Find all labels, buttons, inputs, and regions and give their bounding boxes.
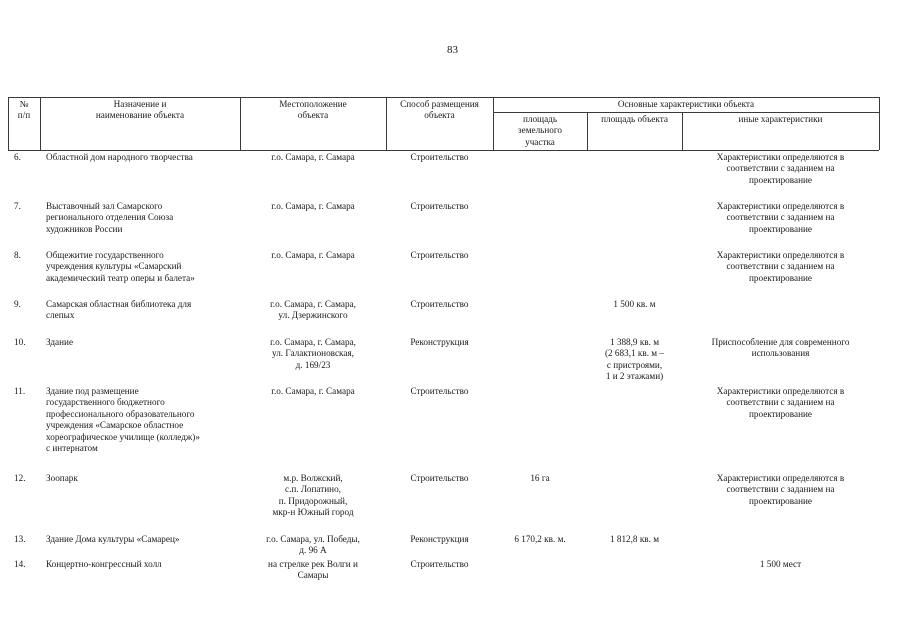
row-num: 14. (14, 559, 26, 569)
row-method: Реконструкция (410, 534, 469, 544)
row-num: 9. (14, 299, 21, 309)
row-name: Зоопарк (46, 473, 78, 483)
row-other: Характеристики определяются в соответствии с заданием на проектирование (716, 386, 845, 419)
header-object-area: площадь объекта (601, 114, 668, 124)
row-name: Выставочный зал Самарского регионального отделения Союза художников России (46, 201, 174, 234)
row-name: Здание под размещение государственного бюджетного профессионального образовательного учреждения «Самарское областное хореографическое училище (колледж)» с интернатом (46, 386, 200, 454)
page-number: 83 (447, 44, 458, 56)
row-location: г.о. Самара, г. Самара, ул. Дзержинского (270, 299, 356, 321)
header-num: № п/п (17, 99, 31, 121)
row-other: Приспособление для современного использования (711, 337, 850, 359)
row-name: Концертно-конгрессный холл (46, 559, 162, 569)
header-characteristics: Основные характеристики объекта (617, 99, 755, 109)
table-right-border (879, 97, 880, 150)
row-name: Самарская областная библиотека для слепых (46, 299, 192, 321)
row-method: Строительство (410, 152, 469, 162)
row-name: Здание (46, 337, 74, 347)
row-num: 6. (14, 152, 21, 162)
row-other: Характеристики определяются в соответствии с заданием на проектирование (716, 250, 845, 283)
row-object-area: 1 812,8 кв. м (609, 534, 660, 544)
row-num: 8. (14, 250, 21, 260)
row-location: на стрелке рек Волги и Самары (268, 559, 358, 581)
row-num: 11. (14, 386, 26, 396)
row-num: 7. (14, 201, 21, 211)
row-location: г.о. Самара, г. Самара (271, 201, 355, 211)
row-num: 10. (14, 337, 26, 347)
row-name: Областной дом народного творчества (46, 152, 193, 162)
row-method: Строительство (410, 250, 469, 260)
row-method: Реконструкция (410, 337, 469, 347)
row-name: Общежитие государственного учреждения культуры «Самарский академический театр оперы и балета» (46, 250, 195, 283)
row-location: м.р. Волжский, с.п. Лопатино, п. Придорожный, мкр-н Южный город (272, 473, 354, 518)
row-method: Строительство (410, 386, 469, 396)
row-other: Характеристики определяются в соответствии с заданием на проектирование (716, 152, 845, 185)
header-land-area: площадь земельного участка (517, 114, 563, 147)
header-location: Местоположение объекта (279, 99, 347, 121)
header-other: иные характеристики (738, 114, 823, 124)
row-method: Строительство (410, 559, 469, 569)
row-num: 13. (14, 534, 26, 544)
subheader-border (493, 112, 879, 113)
row-location: г.о. Самара, г. Самара (271, 250, 355, 260)
row-other: Характеристики определяются в соответствии с заданием на проектирование (716, 473, 845, 506)
row-other: Характеристики определяются в соответствии с заданием на проектирование (716, 201, 845, 234)
row-method: Строительство (410, 201, 469, 211)
table-top-border (8, 97, 879, 98)
row-object-area: 1 388,9 кв. м (2 683,1 кв. м – с пристроями, 1 и 2 этажами) (604, 337, 665, 382)
row-location: г.о. Самара, г. Самара (271, 386, 355, 396)
row-method: Строительство (410, 473, 469, 483)
header-bottom-border (8, 150, 879, 151)
row-other: 1 500 мест (759, 559, 802, 569)
row-name: Здание Дома культуры «Самарец» (46, 534, 180, 544)
header-purpose: Назначение и наименование объекта (95, 99, 185, 121)
row-land-area: 6 170,2 кв. м. (514, 534, 566, 544)
row-object-area: 1 500 кв. м (613, 299, 656, 309)
row-location: г.о. Самара, г. Самара (271, 152, 355, 162)
row-num: 12. (14, 473, 26, 483)
row-land-area: 16 га (530, 473, 550, 483)
row-location: г.о. Самара, ул. Победы, д. 96 А (266, 534, 360, 556)
row-method: Строительство (410, 299, 469, 309)
header-method: Способ размещения объекта (400, 99, 479, 121)
row-location: г.о. Самара, г. Самара, ул. Галактионовская, д. 169/23 (270, 337, 356, 370)
